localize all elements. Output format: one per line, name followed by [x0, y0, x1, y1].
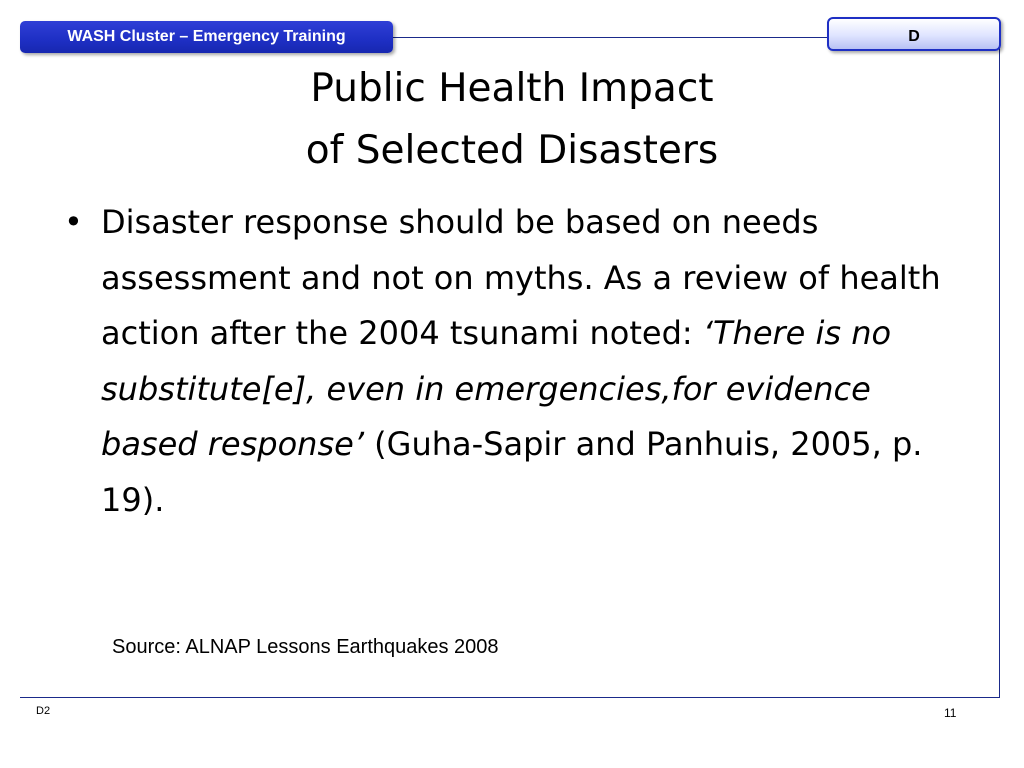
title-line-1: Public Health Impact — [310, 66, 714, 111]
bullet-text — [101, 195, 961, 528]
slide-title — [0, 58, 1024, 182]
title-line-2: of Selected Disasters — [305, 128, 719, 173]
footer-slide-code: D2 — [36, 705, 51, 717]
course-badge: WASH Cluster – Emergency Training — [20, 21, 393, 53]
bullet-citation: (Guha-Sapir and Panhuis, 2005, p. 19). — [101, 425, 923, 519]
bullet-marker: • — [64, 203, 83, 241]
section-badge: D — [827, 17, 1001, 51]
bullet-item — [64, 195, 964, 528]
bullet-text-intro: Disaster response should be based on needs assessment and not on myths. As a review of health action after the 2004 tsunami noted: — [101, 203, 941, 352]
bottom-rule — [20, 697, 1000, 698]
bullet-quote: ‘There is no substitute[e], even in emergencies,for evidence based response’ — [101, 314, 892, 463]
source-note: Source: ALNAP Lessons Earthquakes 2008 — [112, 636, 499, 658]
footer-page-number: 11 — [944, 706, 957, 720]
